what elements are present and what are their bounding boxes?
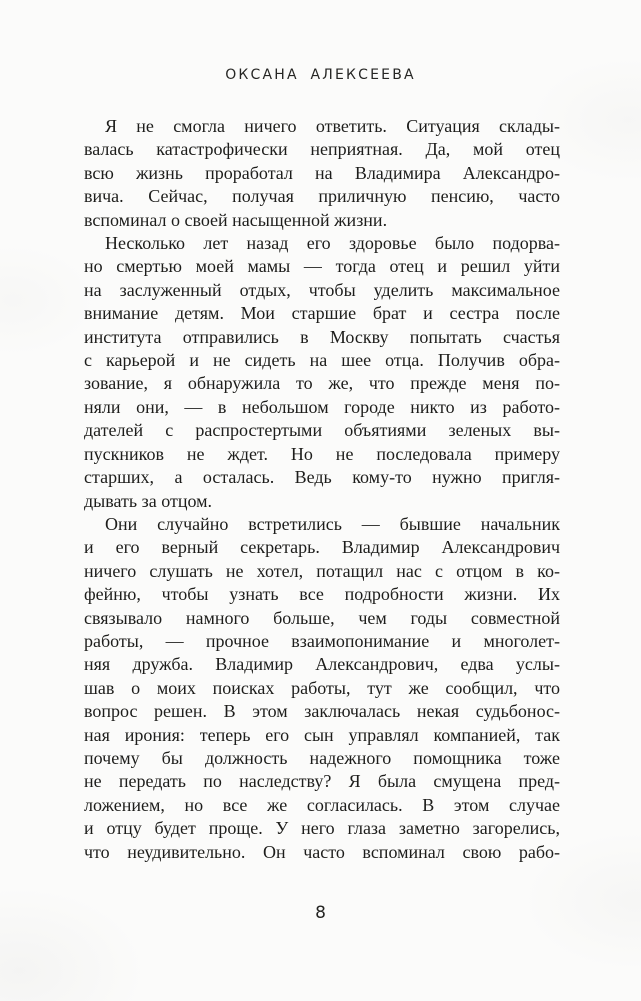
text-line: пускников не ждет. Но не последовала примеру (84, 443, 560, 464)
text-line: и отцу будет проще. У него глаза заметно загорелись, (84, 818, 560, 839)
text-line: работы, — прочное взаимопонимание и многолет- (84, 630, 560, 651)
running-header: ОКСАНА АЛЕКСЕЕВА (225, 67, 416, 83)
text-line: дывать за отцом. (84, 490, 213, 511)
text-line: дателей с распростертыми объятиями зеленых вы- (84, 420, 560, 441)
text-line: Они случайно встретились — бывшие начальник (105, 513, 560, 534)
text-line: вича. Сейчас, получая приличную пенсию, часто (84, 186, 560, 207)
text-line: связывало намного больше, чем годы совместной (84, 607, 560, 628)
text-line: зование, я обнаружила то же, что прежде меня по- (84, 373, 560, 394)
text-line: не передать по наследству? Я была смущена пред- (84, 771, 560, 792)
text-line: ложением, но все же согласилась. В этом случае (84, 794, 560, 815)
text-line: на заслуженный отдых, чтобы уделить максимальное (84, 279, 560, 300)
text-line: внимание детям. Мои старшие брат и сестра после (84, 303, 560, 324)
text-line: всю жизнь проработал на Владимира Александро- (84, 162, 560, 183)
text-line: и его верный секретарь. Владимир Александрович (84, 537, 560, 558)
text-line: няя дружба. Владимир Александрович, едва услы- (84, 654, 560, 675)
text-line: шав о моих поисках работы, тут же сообщил, что (84, 677, 560, 698)
text-line: няли они, — в небольшом городе никто из работо- (84, 396, 560, 417)
text-line: что неудивительно. Он часто вспоминал свою рабо- (84, 841, 560, 862)
text-line: вопрос решен. В этом заключалась некая судьбонос- (84, 701, 560, 722)
text-line: старших, а осталась. Ведь кому-то нужно пригля- (84, 467, 560, 488)
text-line: но смертью моей мамы — тогда отец и решил уйти (84, 256, 560, 277)
text-line: валась катастрофически неприятная. Да, мой отец (84, 139, 560, 160)
text-line: почему бы должность надежного помощника тоже (84, 747, 560, 768)
text-line: института отправились в Москву попытать счастья (84, 326, 560, 347)
text-line: с карьерой и не сидеть на шее отца. Получив обра- (84, 350, 560, 371)
text-line: фейню, чтобы узнать все подробности жизни. Их (84, 584, 560, 605)
text-line: вспоминал о своей насыщенной жизни. (84, 209, 388, 230)
paragraph (84, 115, 560, 232)
text-line: Несколько лет назад его здоровье было подорва- (105, 233, 560, 254)
text-line: Я не смогла ничего ответить. Ситуация склады- (105, 116, 560, 136)
page-body (84, 115, 560, 864)
text-line: ная ирония: теперь его сын управлял компанией, так (84, 724, 560, 745)
text-line: ничего слушать не хотел, потащил нас с отцом в ко- (84, 560, 560, 581)
page-number: 8 (315, 903, 326, 923)
paragraph (84, 232, 560, 513)
paragraph (84, 513, 560, 864)
